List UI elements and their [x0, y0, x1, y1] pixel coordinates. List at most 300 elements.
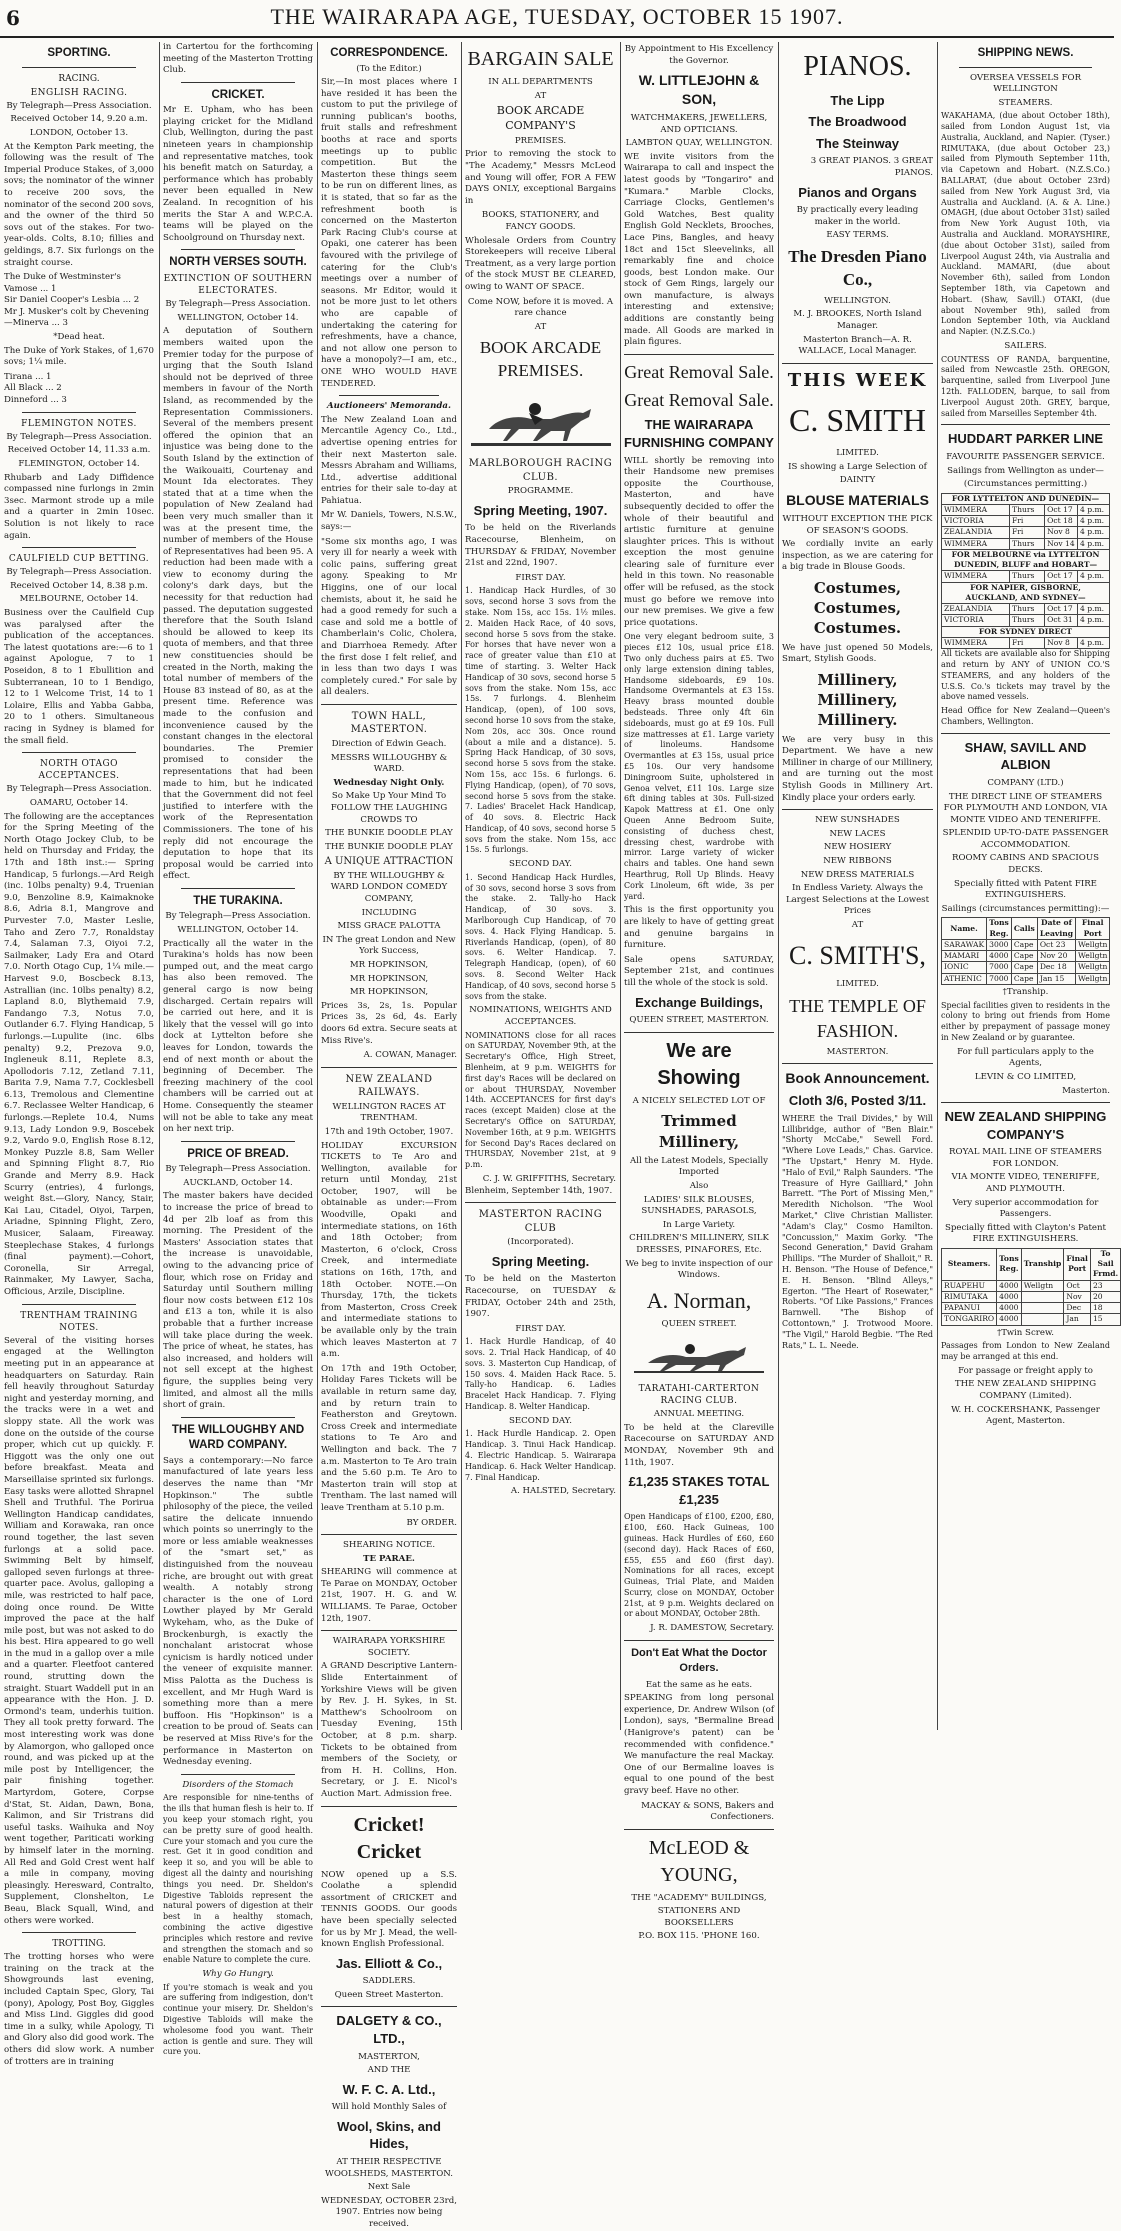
advert-signature: MACKAY & SONS, Bakers and Confectioners. — [641, 1800, 774, 1823]
article-body: At the Kempton Park meeting, the following was the result of The Imperial Produce Stakes, of 3,000 sovs; the nominator of the winner to receive 200 sovs, the nominator of the second 200 sovs, and the owner of the third 50 sovs out of the stakes. For two-year-olds. Colts, 8.10; fillies and geldings, 8.7. Six furlongs on the straight course. — [4, 141, 154, 268]
table-header: Final Port — [1064, 1248, 1091, 1280]
advert-heading: Great Removal Sale. — [624, 361, 774, 382]
table-row — [942, 951, 1110, 962]
advert-line: FIRST DAY. — [515, 1323, 566, 1334]
advert-heading: HUDDART PARKER LINE — [947, 431, 1104, 447]
article-body: WAKAHAMA, (due about October 18th), sailed from London August 1st, via Australia, Auckland, and Napier. (Tyser.) RIMUTAKA, (due about October 23,) sailed from Plymouth September 11th, via Capetown and Hobart. (N.Z.S.Co.) BALLARAT, (due about October 23rd) sailed from New York August 3rd, via Australia and Auckland. (A. & A. Line.) OMAGH, (due about October 31st) sailed from New York August 10th, via Australia and Auckland. MORAYSHIRE, (due about October 31st), sailed from Liverpool August 24th, via Australia and Auckland. MAMARI, (due about November 6th), sailed from London September 18th, via Capetown and Hobart. (Shaw, Savill.) OTAKI, (due about November 9th), sailed from London September 10th, via Auckland and Napier. (N.Z.S.Co.) — [941, 111, 1110, 337]
table-cell: Fri — [1010, 527, 1045, 538]
advert-heading: TE PARAE. — [363, 1553, 415, 1564]
table-cell: 4000 — [997, 1280, 1022, 1291]
advert-line: AND THE — [367, 2065, 411, 2076]
advert-line: AT — [534, 321, 547, 332]
table-cell: 4 p.m. — [1077, 604, 1109, 615]
advert-heading: BOOK ARCADE COMPANY'S — [496, 104, 585, 133]
article-body: in Cartertou for the forthcoming meeting of the Masterton Trotting Club. — [163, 42, 313, 76]
article-title: ENGLISH RACING. — [30, 87, 128, 98]
advert-line: THE BUNKIE DOODLE PLAY — [325, 828, 453, 839]
article-body: The master bakers have decided to increase the price of bread to 4d per 2lb loaf as from this morning. The President of the Masters' Association states that the increase is unavoidable, owing to the advancing price of flour, which rose on Friday and Saturday until Southern milling flour now costs between £12 10s and £13 a ton, while it is also probable that a further increase will take place during the week. The price of wheat, he states, has also increased, and holders will not sell except at the highest figure, the supplies being very limited, and almost all the mills short of grain. — [163, 1191, 313, 1411]
advert-heading: TARATAHI-CARTERTON RACING CLUB. — [638, 1383, 760, 1407]
advert-line: THE DIRECT LINE OF STEAMERS FOR PLYMOUTH AND LONDON, VIA MONTE VIDEO AND TENERIFFE. — [943, 791, 1108, 825]
table-cell: Thurs — [1010, 615, 1045, 626]
article-body: Says a contemporary:—No farce manufactured of late years less deserves the name than "Mr Hopkinson." The subtle philosophy of the piece, the veiled satire the delicate innuendo which points so unerringly to the more or less amiable weaknesses of the "smart set," as distinguished from the nouveau riche, are brought out with great wealth. A notably strong character is the one of Lord Lowther played by Mr Gerald Wykeham, who, as the Duke of Brockenburgh, is exactly the nonchalant aristocrat whose cynicism is hardly noticed under the veneer of exquisite manner. Miss Palotta as the Duchess is excellent, and Mr Hugh Ward is something more than a mere buffoon. His "Hopkinson" is a creation to be proud of. Seats can be reserved at Miss Rive's for the performance in Masterton on Wednesday evening. — [163, 1455, 313, 1768]
article-title: CAULFIELD CUP BETTING. — [8, 554, 150, 565]
table-cell: Oct 18 — [1045, 516, 1078, 527]
advert-heading: PIANOS. — [803, 51, 912, 82]
advert-line: WATCHMAKERS, JEWELLERS, AND OPTICIANS. — [630, 112, 768, 135]
table-cell: Nov 8 — [1045, 637, 1078, 648]
table-cell: 4 p.m. — [1077, 615, 1109, 626]
list-item: NEW RIBBONS — [823, 855, 892, 866]
table-cell: 4 p.m. — [1077, 516, 1109, 527]
advert-line: 17th and 19th October, 1907. — [324, 1126, 454, 1137]
table-cell: Thurs — [1010, 604, 1045, 615]
advert-line: Will hold Monthly Sales of — [331, 2102, 447, 2113]
advert-body: To be held on the Riverlands Racecourse, Blenheim, on THURSDAY & FRIDAY, November 21st and 22nd, 1907. — [465, 523, 616, 569]
advert-body: Prices 3s, 2s, 1s. Popular Prices 3s, 2s 6d, 4s. Early doors 6d extra. Secure seats at Miss Rive's. — [321, 1000, 457, 1046]
dateline: AUCKLAND, October 14. — [183, 1177, 293, 1188]
column-rule — [461, 42, 462, 1730]
table-cell: Oct 31 — [1045, 615, 1078, 626]
dateline: FLEMINGTON, October 14. — [18, 458, 140, 469]
advert-heading: Book Announcement. — [785, 1070, 930, 1087]
advert-heading: DALGETY & CO., LTD., — [336, 2013, 442, 2047]
column-rule — [317, 42, 318, 1730]
result: The Duke of Westminster's Vamose ... 1 — [4, 272, 121, 294]
advert-body: Special facilities given to residents in the colony to bring out friends from Home either by prepayment of passage money in New Zealand or by guarantee. — [941, 1000, 1110, 1042]
advert-line: (Incorporated). — [507, 1237, 574, 1248]
table-row — [942, 582, 1110, 604]
advert-signature: BY ORDER. — [406, 1517, 457, 1528]
note: *Dead heat. — [53, 332, 105, 343]
advert-line: A NICELY SELECTED LOT OF — [632, 1095, 766, 1106]
table-header: Final Port — [1076, 918, 1110, 940]
advert-heading: The Steinway — [815, 135, 900, 151]
table-cell: Dec 18 — [1037, 962, 1075, 973]
section-heading: CORRESPONDENCE. — [330, 47, 448, 59]
advert-line: In Endless Variety. Always the Largest Selections at the Lowest Prices — [785, 883, 930, 917]
advert-heading: W. F. C. A. Ltd., — [342, 2081, 436, 2097]
advert-body: On 17th and 19th October, Holiday Fares Tickets will be available in return same day, and by return train to Featherston and Greytown. Cross Creek and intermediate stations to Te Aro and Wellington and back. The 7 a.m. Masterton to Te Aro train and the 5.60 p.m. Te Aro to Masterton train will stop at Trentham. The last named will leave Trentham at 5.10 p.m. — [321, 1363, 457, 1513]
advert-line: (Circumstances permitting.) — [963, 479, 1088, 490]
advert-body: Prior to removing the stock to "The Academy," Messrs McLeod and Young will offer, FOR A FEW DAYS ONLY, exceptional Bargains in — [465, 149, 616, 206]
advert-line: MR HOPKINSON, — [349, 973, 429, 984]
table-cell: MAMARI — [942, 951, 987, 962]
advert-line: WELLINGTON. — [824, 295, 891, 306]
advert-body: WE invite visitors from the Wairarapa to call and inspect the latest goods by "Tongariro" and "Kumara." Marble Clocks, Carriage Clocks, Gentlemen's Gold Watches, Best quality English Gold Necklets, Brooches, Lace Pins, Bangles, and heavy 18ct and 15ct Sleevelinks, all remarkably fine and choice goods, best London make. Our stock of Gem Rings, largely our own manufacture, is always interesting and extensive; additions are constantly being made. All Goods are marked in plain figures. — [624, 151, 774, 348]
advert-line: DAINTY — [839, 475, 876, 486]
table-cell: Oct — [1064, 1280, 1091, 1291]
table-row — [942, 973, 1110, 984]
advert-body: Head Office for New Zealand—Queen's Chambers, Wellington. — [941, 706, 1110, 727]
result: Dinneford ... 3 — [4, 395, 67, 406]
byline: By Telegraph—Press Association. — [6, 784, 152, 795]
advert-heading: Cricket! Cricket — [353, 1813, 425, 1863]
advert-heading: Exchange Buildings, — [635, 994, 763, 1010]
advert-line: THE NEW ZEALAND SHIPPING COMPANY (Limited). — [954, 1379, 1097, 1402]
advert-line: Masterton Branch—A. R. WALLACE, Local Manager. — [798, 334, 917, 357]
advert-line: WITHOUT EXCEPTION THE PICK OF SEASON'S GOODS. — [782, 513, 933, 536]
table-cell: Cape — [1011, 939, 1037, 950]
advert-line: We beg to invite inspection of our Windows. — [625, 1258, 773, 1281]
advert-line: Direction of Edwin Geach. — [331, 738, 447, 749]
advert-line: Wednesday Night Only. — [333, 777, 445, 788]
advert-signature: C. J. W. GRIFFITHS, Secretary. — [482, 1173, 616, 1184]
table-cell: Oct 17 — [1045, 571, 1078, 582]
dateline: Received October 14, 9.20 a.m. — [10, 114, 148, 125]
table-header: Name. — [942, 918, 987, 940]
advert-line: FAVOURITE PASSENGER SERVICE. — [946, 451, 1105, 462]
table-cell: Nov 20 — [1037, 951, 1075, 962]
result: Sir Daniel Cooper's Lesbia ... 2 — [4, 295, 140, 306]
subheading: (To the Editor.) — [356, 63, 422, 74]
table-cell: Cape — [1011, 951, 1037, 962]
advert-heading: McLEOD & YOUNG, — [648, 1836, 750, 1886]
table-cell: RIMUTAKA — [942, 1291, 997, 1302]
result: Tirana ... 1 — [4, 371, 52, 382]
advert-body: Sale opens SATURDAY, September 21st, and continues till the whole of the stock is sold. — [624, 954, 774, 988]
table-cell — [1021, 1303, 1064, 1314]
table-cell: 7000 — [987, 973, 1012, 984]
advert-heading: C. SMITH — [789, 402, 926, 439]
table-header: To Sail Frmd. — [1090, 1248, 1120, 1280]
result: All Black ... 2 — [4, 383, 62, 394]
advert-heading: The Dresden Piano Co., — [788, 246, 927, 289]
advert-line: †Tranship. — [1002, 986, 1049, 997]
table-cell: Thurs — [1010, 571, 1045, 582]
table-cell: WIMMERA — [942, 504, 1010, 515]
advert-line: AT — [534, 90, 547, 101]
advert-line: All the Latest Models, Specially Imported — [630, 1155, 768, 1178]
column-rule — [778, 42, 779, 1730]
dateline: LONDON, October 13. — [29, 127, 129, 138]
column-2 — [163, 42, 313, 2057]
advert-line: IS showing a Large Selection of — [788, 461, 927, 472]
table-cell: 15 — [1090, 1314, 1120, 1325]
dateline: MELBOURNE, October 14. — [19, 594, 139, 605]
list-item: NEW SUNSHADES — [815, 815, 900, 826]
advert-body: WILL shortly be removing into their Handsome new premises opposite the Courthouse, Masterton, and have subsequently decided to offer the whole of their beautiful and artistic furniture at genuine slaughter prices. This is without exception the most genuine clearing sale of furniture ever held in this town. No reasonable offer will be refused, as the stock must go before we remove into our new premises. We give a few price quotations. — [624, 455, 774, 628]
table-header: Tons Reg. — [997, 1248, 1022, 1280]
table-cell: 4000 — [997, 1314, 1022, 1325]
advert-line: CHILDREN'S MILLINERY, SILK DRESSES, PINAFORES, Etc. — [629, 1233, 769, 1255]
advert-line: IN ALL DEPARTMENTS — [488, 77, 593, 87]
article-title: Auctioneers' Memoranda. — [326, 401, 451, 412]
article-body: The New Zealand Loan and Mercantile Agency Co., Ltd., advertise opening entries for their next Masterton sale. Messrs Abraham and Williams, Ltd., advertise additional entries for their sale to-day at Pahiatua. — [321, 414, 457, 506]
advert-line: ROOMY CABINS AND SPACIOUS DECKS. — [952, 853, 1099, 876]
advert-signature: A. COWAN, Manager. — [363, 1050, 457, 1061]
advert-line: By Appointment to His Excellency the Governor. — [624, 44, 774, 66]
advert-heading: Costumes, Costumes, Costumes. — [813, 578, 902, 638]
advert-line: Also — [689, 1180, 709, 1191]
advert-line: BY THE WILLOUGHBY & WARD LONDON COMEDY COMPANY, — [330, 870, 448, 905]
article-body: Several of the visiting horses engaged at the Wellington meeting put in an appearance at headquarters on Saturday. Rain fell heavily throughout Saturday night and yesterday morning, and the tracks were in a wet and sloppy state. All the work was done on the outside of the course proper, which cut up quickly. F. Higgott was the only one out before breakfast. Meata and Marseillaise sprinted six furlongs. Easy tasks were allotted Shrapnel Shell and Truthful. The Porirua Wellington Handicap candidates, William and Korawaka, ran once round together, the last seven furlongs at a solid pace. Swimming Belt by himself, galloped seven furlongs at three-quarter pace. Avolus, galloping a mile, was restricted to half pace, doing once round. De Witte improved the pace at the half mile post, but was not asked to do his best. Hira appeared to go well in the mud in a gallop over a mile and a quarter. Fleetfoot cantered round, strutting down the straight. Stuart Waddell put in an appearance with the Hon. J. D. Ormond's team, underhis tuition. They all took pretty forward. The most interesting work was done by Alamorgon, who galloped once round, and was picked up at the mile post by Intelligencer, the pair finishing together. Martyrdom, Gotere, Corpse d'Stat, St. Aidan, Dawn, Bona, Kalimon, and Sir Tristrans did useful tasks. Waihuka and Noy went together, Pariticati working by himself later in the morning. All Red and Gold Crest went half a mile in company, moving pleasingly. Heresward, Contralto, Supplement, Clonshelton, Le Beau, Black Squall, Wind, and others were worked. — [4, 1335, 154, 1926]
advert-line: M. J. BROOKES, North Island Manager. — [793, 309, 922, 332]
table-cell: 4 p.m. — [1077, 571, 1109, 582]
advert-body: We cordially invite an early inspection, as we are catering for a big trade in Blouse Goods. — [782, 539, 933, 573]
table-cell: VICTORIA — [942, 516, 1010, 527]
advert-heading: WAIRARAPA YORKSHIRE SOCIETY. — [332, 1636, 446, 1658]
advert-heading: NEW ZEALAND SHIPPING COMPANY'S — [944, 1109, 1107, 1142]
table-row — [942, 615, 1110, 626]
byline: By Telegraph—Press Association. — [165, 1164, 311, 1175]
table-cell: 4000 — [987, 951, 1012, 962]
table-row — [942, 493, 1110, 504]
advert-body: 1. Handicap Hack Hurdles, of 30 sovs, second horse 3 sovs from the stake. Nom 15s, acc 15s. 1½ miles. 2. Maiden Hack Race, of 40 sovs, second horse 5 sovs from the stake. For horses that have never won a race of greater value than £10 at time of starting. 3. Welter Hack Handicap of 30 sovs, second horse 5 sovs from the stake. Nom 15s, acc 15s. 7 furlongs. 4. Blenheim Handicap, (open), of 100 sovs, second horse 10 sovs from the stake, Nom 20s, acc 30s. Once round (about a mile and a distance). 5. Spring Hack Handicap, of 30 sovs, second horse 5 sovs from the stake. Nom 15s, acc 15s. 6 furlongs. 6. Flying Handicap, (open), of 70 sovs, second horse 5 sovs from the stake. 7. Ladies' Bracelet Hack Handicap, of 40 sovs. 8. Electric Hack Handicap, of 40 sovs, second horse 5 sovs from the stake. Nom 15s, acc 15s. 5 furlongs. — [465, 586, 616, 855]
table-cell: ZEALANDIA — [942, 604, 1010, 615]
advert-body: WHERE the Trail Divides," by Will Lillibridge, author of "Ben Blair." "Shorty McCabe," Sewell Ford. "Where Love Leads," Chas. Garvice. "The Upstart," Henry M. Hyde. "Halo of Evil," Ralph Saunders. "The Treasure of Hyre Gailliard," John Barrett. "The Port of Missing Men," Meredith Nicholson. "The Wool Market," Clive Christian Mallister. "Adam's Clay," Cosmo Hamilton. "Concussion," Maxim Gorky. "The Second Generation," David Graham Phillips. "The Murder of Shalloit," R. H. Benson. "The House of Defence," E. H. Benson. "Blind Alleys," Egerton. "The Heart of Rosewater," Roberts. "Of Like Passions," Frances Barnwell. "The Bishop of Cottontown," J. Trotwood Moore. "The Vigil," Harold Begbie. "The Red Rats," L. L. Neede. — [782, 1113, 933, 1350]
advert-heading: A. Norman, — [646, 1287, 752, 1313]
advert-line: SADDLERS. — [362, 1976, 416, 1987]
table-cell: 4 p.m. — [1077, 637, 1109, 648]
advert-body: To be held at the Clareville Racecourse on SATURDAY AND MONDAY, November 9th and 11th, 1907. — [624, 1422, 774, 1468]
advert-line: MISS GRACE PALOTTA — [337, 921, 441, 932]
table-row — [942, 527, 1110, 538]
advert-body: We have just opened 50 Models, Smart, Stylish Goods. — [782, 642, 933, 665]
newspaper-title: THE WAIRARAPA AGE, TUESDAY, OCTOBER 15 1907. — [270, 4, 844, 29]
article-body: COUNTESS OF RANDA, barquentine, sailed from Newcastle 25th. OREGON, barquentine, sailed from Liverpool June 12th. FALLODEN, barque, to sail from Liverpool August 20th. GREY, barque, sailed from Marseilles September 4th. — [941, 354, 1110, 418]
advert-heading: Millinery, Millinery, Millinery. — [817, 670, 898, 730]
byline: By Telegraph—Press Association. — [165, 299, 311, 310]
column-1 — [4, 42, 154, 2067]
article-body: Mr E. Upham, who has been playing cricket for the Midland Club, Wellington, during the past nineteen years in championship and representative matches, took his benefit match on Saturday, a performance which has probably never been equalled in New Zealand. In recognition of his merits the Star A and W.P.C.A. teams will be played on the Schoolground on Thursday next. — [163, 105, 313, 243]
article-title: CRICKET. — [211, 88, 265, 101]
sailings-table — [941, 917, 1110, 985]
byline: By Telegraph—Press Association. — [6, 567, 152, 578]
table-row — [942, 637, 1110, 648]
advert-title: Disorders of the Stomach — [182, 1779, 294, 1790]
advert-body: 1. Hack Hurdle Handicap, of 40 sovs. 2. Trial Hack Handicap, of 40 sovs. 3. Masterton Cup Handicap, of 150 sovs. 4. Maiden Hack Race. 5. Tally-ho Handicap. 6. Ladies Bracelet Hack Handicap. 7. Flying Handicap. 8. Welter Handicap. — [465, 1337, 616, 1412]
table-cell: Wellgtn — [1076, 951, 1110, 962]
advert-heading: Spring Meeting, 1907. — [473, 502, 608, 518]
advert-line: PROGRAMME. — [507, 486, 574, 497]
table-cell: TONGARIRO — [942, 1314, 997, 1325]
advert-body: One very elegant bedroom suite, 3 pieces £12 10s, usual price £18. Two only duchess pairs at £5. Two only large extension dining tables, Handsome sideboards, £9 10s. Handsome Overmantels at £3 15s. Heavy brass mounted double bedsteads. Three only 4ft 6in sideboards, must go at £9 10s. Full size mattresses at £1. Large variety of linoleums. Handsome Overmantles at £3 15s, usual price £5 10s. Our very handsome Diningroom Suite, upholstered in Genoa velvet, £11 10s. Large size 6ft dining tables at 30s. Full-sized Kapok Mattress at £1. One only Queen Anne Bedroom Suite, consisting of duchess chest, dressing chest, wardrobe with mirror. Large variety of wicker chairs and tables. One hand sewn Hearthrug, Roll Up Blinds. Heavy Cork Linoleum, 6ft wide, 3s per yard. — [624, 632, 774, 901]
table-header: Calls — [1011, 918, 1037, 940]
table-row — [942, 549, 1110, 571]
advert-line: QUEEN STREET, MASTERTON. — [629, 1015, 769, 1026]
advert-line: Next Sale — [367, 2182, 411, 2193]
table-cell: FOR MELBOURNE via LYTTELTON DUNEDIN, BLUFF and HOBART— — [942, 549, 1110, 571]
column-5 — [624, 42, 774, 1942]
letter-body: Sir,—In most places where I have resided it has been the custom to put the privilege of running publican's booths, fruit stalls and refreshment booths at race and sports meetings up to public competition. But the Masterton these things seem to be run on different lines, as it is stated, that so far as the refreshment booth is concerned on the Masterton Park Racing Club's course at Opaki, one caterer has been favoured with the privilege of catering for the Club's meetings over a number of seasons. Mr Editor, would it not be more just to let others who are capable of undertaking the catering for refreshments, have a chance, and not allow one person to have a monopoly?—I am, etc., ONE WHO WOULD HAVE TENDERED. — [321, 77, 457, 389]
table-cell: Nov — [1064, 1291, 1091, 1302]
table-cell: ATHENIC — [942, 973, 987, 984]
table-cell: 4 p.m. — [1077, 538, 1109, 549]
table-cell: WIMMERA — [942, 538, 1010, 549]
advert-line: THE BUNKIE DOODLE PLAY — [325, 841, 453, 852]
advert-body: 1. Hack Hurdle Handicap. 2. Open Handicap. 3. Tinui Hack Handicap. 4. Electric Handicap. 5. Wairarapa Handicap. 6. Hack Welter Handicap. 7. Final Handicap. — [465, 1429, 616, 1482]
advert-line: So Make Up Your Mind To FOLLOW THE LAUGHING CROWDS TO — [330, 791, 448, 825]
advert-body: "Some six months ago, I was very ill for nearly a week with colic pains, suffering great agony. Speaking to Mr Higgins, one of our local chemists, about it, he said he had a good remedy for such a case and sold me a bottle of Chamberlain's Colic, Cholera, and Diarrhoea Remedy. After the first dose I felt relief, and in less than two days I was completely cured." For sale by all dealers. — [321, 536, 457, 698]
article-title: FLEMINGTON NOTES. — [21, 418, 137, 429]
advert-heading: We are Showing — [657, 1039, 741, 1089]
table-row — [942, 626, 1110, 637]
advert-heading: Wool, Skins, and Hides, — [337, 2118, 441, 2152]
advert-line: VIA MONTE VIDEO, TENERIFFE, AND PLYMOUTH. — [951, 1172, 1100, 1194]
table-cell: Nov 8 — [1045, 527, 1078, 538]
article-title: PRICE OF BREAD. — [187, 1147, 289, 1160]
table-row — [942, 939, 1110, 950]
advert-line: ANNUAL MEETING. — [653, 1409, 745, 1420]
advert-body: We are very busy in this Department. We have a new Milliner in charge of our Millinery, and are turning out the most Stylish Goods in Millinery Art. Kindly place your orders early. — [782, 734, 933, 803]
dateline: Received October 14, 11.33 a.m. — [7, 445, 151, 456]
advert-line: LAMBTON QUAY, WELLINGTON. — [625, 138, 773, 149]
result: Mr J. Musker's colt by Chevening —Minerva ... 3 — [4, 306, 149, 329]
table-row — [942, 604, 1110, 615]
table-cell: RUAPEHU — [942, 1280, 997, 1291]
table-cell: WIMMERA — [942, 637, 1010, 648]
table-cell: Oct 23 — [1037, 939, 1075, 950]
racehorse-engraving-icon — [634, 1337, 764, 1377]
advert-line: Masterton. — [1062, 1085, 1110, 1096]
section-heading: SHIPPING NEWS. — [977, 47, 1074, 59]
advert-heading: £1,235 STAKES TOTAL £1,235 — [628, 1474, 770, 1507]
byline: By Telegraph—Press Association. — [165, 911, 311, 922]
table-cell: 4000 — [997, 1303, 1022, 1314]
advert-line: QUEEN STREET. — [661, 1319, 737, 1330]
advert-line: MESSRS WILLOUGHBY & WARD. — [330, 752, 448, 775]
table-cell: WIMMERA — [942, 571, 1010, 582]
advert-line: Specially fitted with Patent FIRE EXTINGUISHERS. — [954, 878, 1097, 901]
subheading: EXTINCTION OF SOUTHERN ELECTORATES. — [163, 273, 313, 297]
list-item: NEW HOSIERY — [823, 842, 892, 853]
advert-heading: C. SMITH'S, — [789, 940, 926, 970]
advert-line: W. H. COCKERSHANK, Passenger Agent, Masterton. — [951, 1404, 1100, 1427]
table-row — [942, 962, 1110, 973]
article-body: A deputation of Southern members waited upon the Premier today for the purpose of urging that the South Island should not be deprived of three members in favour of the North Island, as recommended by the Representation Commissioners. Several of the members present offered the opinion that an injustice was being done to the South Island by the extinction of the Waikouaiti, Courtenay and Mount Ida electorates. They stated that at a time when the population of New Zealand had been very much smaller than it was at the present time, the number of members of the House of Representatives had been 95. A reduction had been made with a view to economy during the colony's dark days, but the necessity for that reduction had passed. The deputation suggested therefore that the South Island should be allowed to keep its quota of members, and that three new constituencies should be created in the North, making the total number of members of the House 83 instead of 80, as at the present time. Reference was made to the confusion and inconvenience caused by the constant changes in the electoral boundaries. The Premier promised to consider the representations that had been made to him, but he indicated that the Government did not feel justified to interfere with the work of the Representation Commissioners. The tone of his reply did not encourage the deputation to hope that its proposal would be carried into effect. — [163, 326, 313, 882]
table-cell: 4000 — [997, 1291, 1022, 1302]
advert-title: Why Go Hungry. — [202, 1969, 274, 1980]
advert-heading: TOWN HALL, MASTERTON. — [350, 710, 428, 736]
list-item: NEW DRESS MATERIALS — [800, 869, 915, 880]
table-cell: Fri — [1010, 516, 1045, 527]
advert-line: MASTERTON, — [358, 2051, 420, 2062]
advert-heading: Jas. Elliott & Co., — [335, 1955, 443, 1971]
table-cell: PAPANUI — [942, 1303, 997, 1314]
advert-body: All tickets are available also for Shipping and return by ANY of UNION CO.'S STEAMERS, and any holders of the U.S.S. Co.'s tickets may travel by the above named vessels. — [941, 649, 1110, 702]
advert-line: LADIES' SILK BLOUSES, SUNSHADES, PARASOLS, — [641, 1194, 757, 1217]
sailings-table — [941, 493, 1110, 650]
advert-body: SPEAKING from long personal experience, Dr. Andrew Wilson (of London), says, "Bermaline Bread (Hanigrove's patent) can be recommended with confidence." We manufacture the real Mackay. One of our Bermaline loaves is equal to one pound of the best gravy beef. Have no other. — [624, 1693, 774, 1796]
article-title: THE WILLOUGHBY AND WARD COMPANY. — [171, 1423, 305, 1452]
table-cell — [1021, 1291, 1064, 1302]
advert-line: COMPANY (LTD.) — [987, 777, 1064, 788]
advert-line: For passage or freight apply to — [958, 1365, 1093, 1376]
table-row — [942, 504, 1110, 515]
advert-line: Blenheim, September 14th, 1907. — [465, 1185, 613, 1196]
advert-line: Sailings from Wellington as under— — [947, 465, 1104, 476]
advert-line: STATIONERS AND BOOKSELLERS — [657, 1906, 741, 1928]
advert-line: By practically every leading maker in the world. — [796, 205, 919, 227]
advert-line: INCLUDING — [361, 907, 417, 918]
masthead — [0, 0, 1114, 38]
table-row — [942, 571, 1110, 582]
article-title: TROTTING. — [52, 1939, 106, 1950]
table-cell: FOR NAPIER, GISBORNE, AUCKLAND, AND SYDNEY— — [942, 582, 1110, 604]
advert-line: BOOKS, STATIONERY, and FANCY GOODS. — [481, 210, 600, 233]
subheading: SAILERS. — [1004, 341, 1047, 352]
advert-line: Very superior accommodation for Passengers. — [952, 1197, 1099, 1220]
advert-heading: NEW ZEALAND RAILWAYS. — [345, 1073, 433, 1099]
advert-heading: MASTERTON RACING CLUB — [478, 1209, 603, 1234]
advert-line: WELLINGTON RACES AT TRENTHAM. — [332, 1101, 446, 1124]
table-cell: Thurs — [1010, 504, 1045, 515]
table-cell: FOR SYDNEY DIRECT — [942, 626, 1110, 637]
advert-line: NOMINATIONS, WEIGHTS AND ACCEPTANCES. — [469, 1005, 612, 1028]
byline: By Telegraph—Press Association. — [6, 100, 152, 111]
list-item: NEW LACES — [829, 828, 886, 839]
table-cell: Jan — [1064, 1314, 1091, 1325]
article-body: Rhubarb and Lady Diffidence compassed nine furlongs in 2min 3sec. Marmont strode up a mile and a quarter in 2min 10sec. Solution is not likely to race again. — [4, 472, 154, 541]
advert-line: Sailings (circumstances permitting):— — [941, 903, 1110, 914]
table-cell: 7000 — [987, 962, 1012, 973]
table-cell: Fri — [1010, 637, 1045, 648]
advert-line: WEDNESDAY, OCTOBER 23rd, 1907. Entries now being received. — [321, 2195, 457, 2229]
advert-line: FIRST DAY. — [515, 572, 566, 583]
advert-line: ROYAL MAIL LINE OF STEAMERS FOR LONDON. — [949, 1147, 1102, 1169]
table-cell: Cape — [1011, 973, 1037, 984]
advert-line: Eat the same as he eats. — [645, 1679, 753, 1690]
advert-heading: Pianos and Organs — [798, 184, 917, 200]
advert-line: AT THEIR RESPECTIVE WOOLSHEDS, MASTERTON. — [325, 2156, 453, 2179]
article-title: THE TURAKINA. — [193, 894, 283, 907]
column-4 — [465, 42, 616, 1732]
table-cell: ZEALANDIA — [942, 527, 1010, 538]
table-cell: Oct 17 — [1045, 504, 1078, 515]
table-header: Tons Reg. — [987, 918, 1012, 940]
article-body: Practically all the water in the Turakina's holds has now been pumped out, and the meat cargo has also been removed. The general cargo is now being discharged. Certain repairs will be carried out here, and it is likely that the vessel will go into dock at Lyttelton before she leaves for London, towards the end of next month or about the beginning of December. The freezing machinery of the cool chambers will be carried out at Home. Consequently the steamer will not be able to take any meat on her next trip. — [163, 938, 313, 1135]
table-cell: Wellgtn — [1076, 973, 1110, 984]
advert-line: MR HOPKINSON, — [349, 959, 429, 970]
table-cell: 20 — [1090, 1291, 1120, 1302]
article-title: TRENTHAM TRAINING NOTES. — [20, 1310, 138, 1333]
advert-body: Are responsible for nine-tenths of the ills that human flesh is heir to. If you keep your stomach right, you can be pretty sure of good health. Cure your stomach and you cure the rest. Get it in good condition and keep it so, and you will be able to digest all the dainty and nourishing things you need. Dr. Sheldon's Digestive Tabloids represent the natural powers of digestion at their best in a healthy stomach, combining the active digestive principles which restore and revive and strengthen the stomach and so enable Nature to complete the cure. — [163, 1793, 313, 1965]
advert-line: SPLENDID UP-TO-DATE PASSENGER ACCOMMODATION. — [942, 828, 1109, 850]
advert-line: EASY TERMS. — [826, 230, 889, 241]
advert-heading: THIS WEEK — [787, 369, 928, 391]
table-cell: Wellgtn — [1076, 962, 1110, 973]
table-cell: Oct 17 — [1045, 604, 1078, 615]
article-body: The Duke of York Stakes, of 1,670 sovs; 1¼ mile. — [4, 345, 154, 368]
advert-line: LIMITED. — [836, 448, 879, 459]
subheading: STEAMERS. — [998, 97, 1053, 108]
table-cell: Jan 15 — [1037, 973, 1075, 984]
advert-heading: THE WAIRARAPA FURNISHING COMPANY — [624, 417, 774, 450]
advert-line: Come NOW, before it is moved. A rare chance — [467, 296, 614, 319]
advert-line: THE "ACADEMY" BUILDINGS, — [631, 1892, 767, 1903]
advert-heading: SHEARING NOTICE. — [342, 1540, 436, 1551]
advert-heading: Cloth 3/6, Posted 3/11. — [788, 1093, 927, 1109]
table-row — [942, 1303, 1121, 1314]
article-body: Business over the Caulfield Cup was paralysed after the publication of the acceptances. The latest quotations are:—6 to 1 against Apologue, 7 to 1 Poseidon, 8 to 1 Ebullition and Subterranean, 10 to 1 Bendigo, 12 to 1 Welcome Trist, 14 to 1 Lolaire, Ellis and Yabba Gabba, 20 to 1 others. Simultaneous racing in Sydney is blamed for the small field. — [4, 608, 154, 746]
advert-line: Queen Street Masterton. — [334, 1989, 444, 2000]
table-cell: Cape — [1011, 962, 1037, 973]
dateline: WELLINGTON, October 14. — [177, 925, 299, 936]
table-header: Date of Leaving — [1037, 918, 1075, 940]
sailings-table — [941, 1248, 1121, 1326]
advert-line: LIMITED. — [836, 978, 879, 989]
table-cell: 23 — [1090, 1280, 1120, 1291]
table-cell: Wellgtn — [1076, 939, 1110, 950]
subheading: OVERSEA VESSELS FOR WELLINGTON — [969, 72, 1082, 95]
advert-title: Mr W. Daniels, Towers, N.S.W., says:— — [321, 510, 457, 533]
advert-heading: SHAW, SAVILL AND ALBION — [964, 739, 1087, 773]
table-cell: VICTORIA — [942, 615, 1010, 626]
advert-heading: MARLBOROUGH RACING CLUB. — [468, 458, 613, 483]
advert-heading: Trimmed Millinery, — [658, 1112, 740, 1151]
advert-body: If you're stomach is weak and you are suffering from indigestion, don't continue your misery. Dr. Sheldon's Digestive Tabloids will make the wholesome food you want. Their action is gentle and sure. They will cure you. — [163, 1982, 313, 2057]
advert-body: This is the first opportunity you are likely to have of getting great and genuine bargains in furniture. — [624, 905, 774, 951]
